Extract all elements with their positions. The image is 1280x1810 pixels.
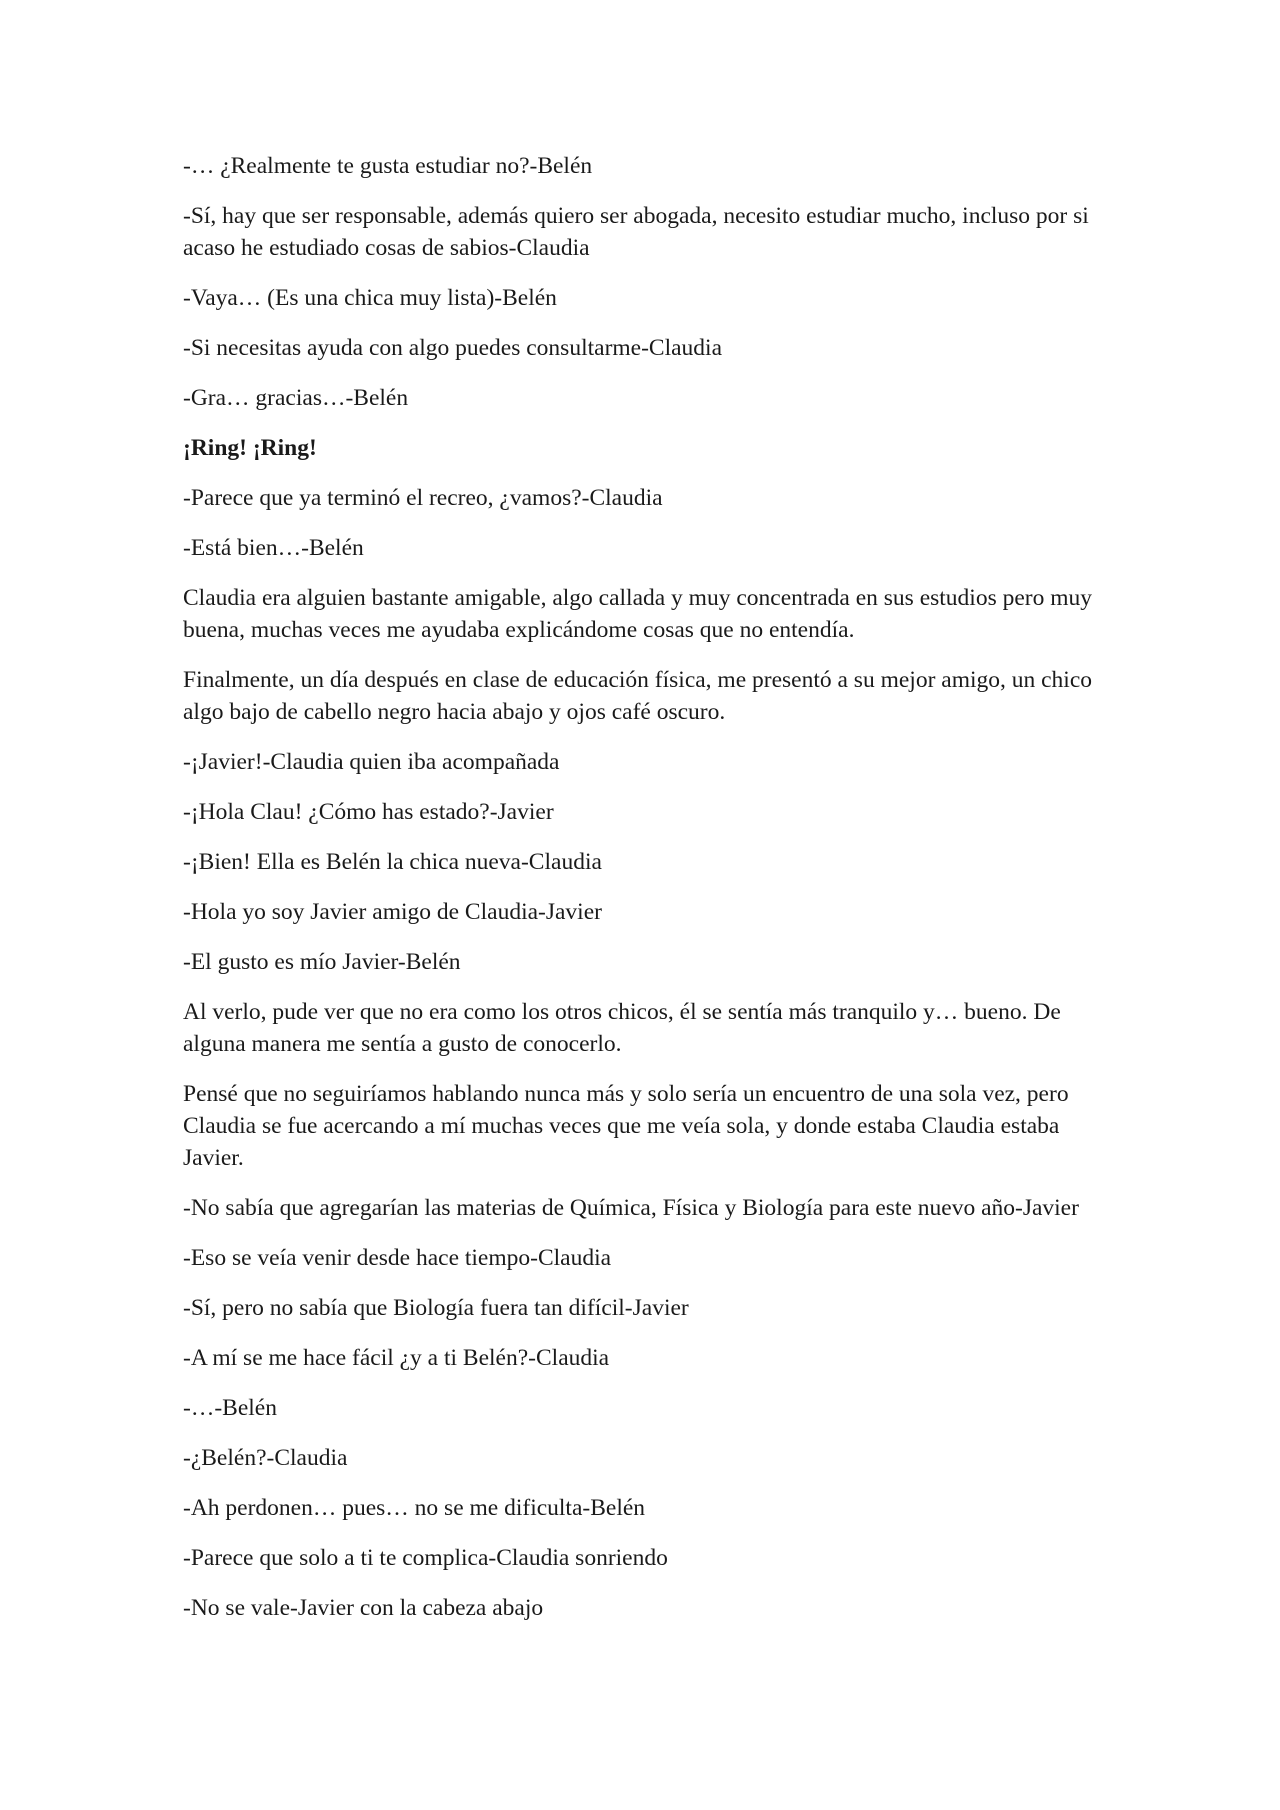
paragraph: -A mí se me hace fácil ¿y a ti Belén?-Claudia bbox=[183, 1345, 610, 1371]
paragraph: Claudia era alguien bastante amigable, algo callada y muy concentrada en sus estudios pero muy buena, muchas veces me ayudaba explicándome cosas que no entendía. bbox=[183, 585, 1093, 643]
paragraph: -…-Belén bbox=[183, 1395, 277, 1421]
paragraph: -Está bien…-Belén bbox=[183, 535, 364, 561]
paragraph: -Sí, pero no sabía que Biología fuera tan difícil-Javier bbox=[183, 1295, 689, 1321]
document-body bbox=[183, 150, 1103, 1642]
paragraph: -No sabía que agregarían las materias de Química, Física y Biología para este nuevo año-Javier bbox=[183, 1195, 1079, 1221]
paragraph: -¡Bien! Ella es Belén la chica nueva-Claudia bbox=[183, 849, 602, 875]
sound-effect-heading: ¡Ring! ¡Ring! bbox=[183, 435, 317, 461]
paragraph: -Si necesitas ayuda con algo puedes consultarme-Claudia bbox=[183, 335, 723, 361]
paragraph: -Parece que solo a ti te complica-Claudia sonriendo bbox=[183, 1545, 668, 1571]
paragraph: -No se vale-Javier con la cabeza abajo bbox=[183, 1595, 544, 1621]
paragraph: -Gra… gracias…-Belén bbox=[183, 385, 409, 411]
paragraph: -Sí, hay que ser responsable, además quiero ser abogada, necesito estudiar mucho, incluso por si acaso he estudiado cosas de sabios-Claudia bbox=[183, 203, 1089, 261]
paragraph: Finalmente, un día después en clase de educación física, me presentó a su mejor amigo, un chico algo bajo de cabello negro hacia abajo y ojos café oscuro. bbox=[183, 667, 1093, 725]
paragraph: -Vaya… (Es una chica muy lista)-Belén bbox=[183, 285, 557, 311]
paragraph: -¡Hola Clau! ¿Cómo has estado?-Javier bbox=[183, 799, 554, 825]
paragraph: -Ah perdonen… pues… no se me dificulta-Belén bbox=[183, 1495, 646, 1521]
paragraph: -¡Javier!-Claudia quien iba acompañada bbox=[183, 749, 560, 775]
paragraph: -Eso se veía venir desde hace tiempo-Claudia bbox=[183, 1245, 612, 1271]
paragraph: Al verlo, pude ver que no era como los otros chicos, él se sentía más tranquilo y… bueno. De alguna manera me sentía a gusto de conocerlo. bbox=[183, 999, 1061, 1057]
paragraph: -Parece que ya terminó el recreo, ¿vamos?-Claudia bbox=[183, 485, 663, 511]
paragraph: Pensé que no seguiríamos hablando nunca más y solo sería un encuentro de una sola vez, pero Claudia se fue acercando a mí muchas veces que me veía sola, y donde estaba Claudia estaba Javier. bbox=[183, 1081, 1069, 1171]
paragraph: -El gusto es mío Javier-Belén bbox=[183, 949, 461, 975]
paragraph: -… ¿Realmente te gusta estudiar no?-Belén bbox=[183, 153, 593, 179]
paragraph: -Hola yo soy Javier amigo de Claudia-Javier bbox=[183, 899, 602, 925]
paragraph: -¿Belén?-Claudia bbox=[183, 1445, 348, 1471]
